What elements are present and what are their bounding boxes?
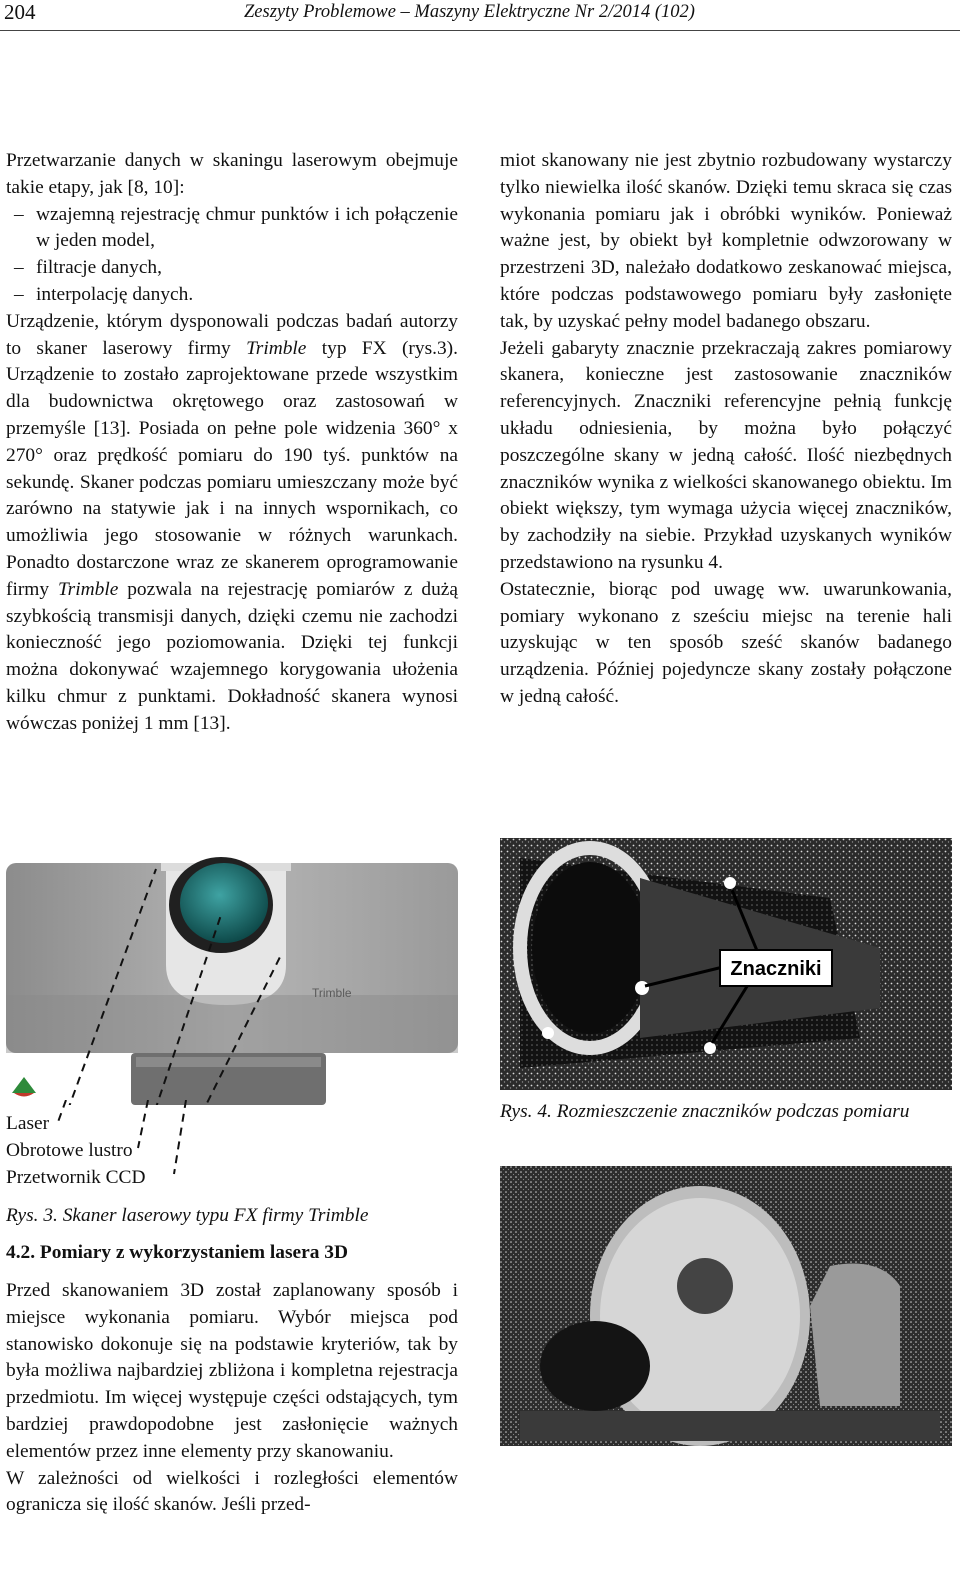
brand-name: Trimble — [57, 578, 119, 600]
figure-labels — [6, 1110, 146, 1191]
page-header — [0, 0, 960, 26]
paragraph: Ostatecznie, biorąc pod uwagę ww. uwarunkowania, pomiary wykonano z sześciu miejsc na terenie hali uzyskując w ten sposób sześć skanów badanego urządzenia. Później pojedyncze skany zostały połączone w jedną całość. — [500, 578, 952, 707]
paragraph: W zależności od wielkości i rozległości elementów ogranicza się ilość skanów. Jeśli przed- — [6, 1467, 458, 1516]
figure-3-caption: Rys. 3. Skaner laserowy typu FX firmy Trimble — [6, 1205, 369, 1226]
brand-name: Trimble — [246, 337, 307, 359]
scan-illustration — [500, 1166, 952, 1446]
scanner-illustration — [6, 845, 458, 1105]
list-item: – interpolację danych. — [6, 282, 458, 309]
label-ccd: Przetwornik CCD — [6, 1167, 146, 1188]
paragraph: Przed skanowaniem 3D został zaplanowany sposób i miejsce wykonania pomiaru. Wybór miejsca pod stanowisko dokonuje się na podstawie kryteriów, tak by była możliwa najbardziej zbliżona i kompletna rejestracja przedmiotu. Im więcej występuje części odstających, tym bardziej prawdopodobne jest zasłonięcie ważnych elementów przez inne elementy przy skanowaniu. — [6, 1280, 458, 1462]
left-column-text — [6, 148, 458, 738]
point-cloud-markers-image — [500, 838, 952, 1090]
section-text — [6, 1278, 458, 1519]
scanner-description-paragraph: Urządzenie, którym dysponowali podczas badań autorzy to skaner laserowy firmy Trimble typ FX (rys.3). Urządzenie to zostało zaprojektowane przede wszystkim dla budownictwa okrętowego oraz zastosowań w przemyśle [13]. Posiada on pełne pole widzenia 360° x 270° oraz prędkość pomiaru do 190 tyś. punktów na sekundę. Skaner podczas pomiaru umieszczany może być zarówno na statywie jak i na innych wspornikach, co umożliwia jego stosowanie w różnych warunkach. Ponadto dostarczone wraz ze skanerem oprogramowanie firmy Trimble pozwala na rejestrację pomiarów z dużą szybkością transmisji danych, dzięki czemu nie zachodzi konieczność jego poziomowania. Dzięki tej funkcji można dokonywać wzajemnego korygowania ułożenia kilku chmur z punktami. Dokładność skanera wynosi wówczas poniżej 1 mm [13]. — [6, 310, 458, 734]
intro-paragraph: Przetwarzanie danych w skaningu laserowym obejmuje takie etapy, jak [8, 10]: — [6, 150, 458, 198]
list-item: – filtracje danych, — [6, 255, 458, 282]
point-cloud-scan-image — [500, 1166, 952, 1446]
right-column-text — [500, 148, 952, 711]
header-rule — [0, 30, 960, 31]
point-cloud-illustration — [500, 838, 952, 1090]
label-mirror: Obrotowe lustro — [6, 1140, 133, 1161]
section-heading: 4.2. Pomiary z wykorzystaniem lasera 3D — [6, 1242, 348, 1263]
page-number: 204 — [4, 0, 36, 24]
journal-title: Zeszyty Problemowe – Maszyny Elektryczne Nr 2/2014 (102) — [244, 2, 695, 22]
label-laser: Laser — [6, 1113, 50, 1134]
list-item: – wzajemną rejestrację chmur punktów i ich połączenie w jeden model, — [6, 202, 458, 256]
scanner-photo — [6, 845, 458, 1105]
processing-steps-list — [6, 202, 458, 309]
paragraph: Jeżeli gabaryty znacznie przekraczają zakres pomiarowy skanera, konieczne jest zastosowanie znaczników referencyjnych. Znaczniki referencyjne pełnią funkcję układu odniesienia, by można było połączyć poszczególne skany w jedną całość. Ilość niezbędnych znaczników wynika z wielkości skanowanego obiektu. Im obiekt większy, tym wymaga użycia więcej znaczników, by zachodziły na siebie. Przykład uzyskanych wyników przedstawiono na rysunku 4. — [500, 337, 952, 573]
figure-4-caption: Rys. 4. Rozmieszczenie znaczników podczas pomiaru — [500, 1101, 910, 1122]
brand-mark: Trimble — [312, 986, 352, 1000]
markers-annotation: Znaczniki — [730, 958, 822, 980]
paragraph: miot skanowany nie jest zbytnio rozbudowany wystarczy tylko niewielka ilość skanów. Dzięki temu skraca się czas wykonania pomiaru jak i obróbki wyników. Ponieważ ważne jest, by obiekt był kompletnie odwzorowany w przestrzeni 3D, należało dodatkowo zeskanować miejsca, które podczas podstawowego pomiaru były zasłonięte tak, by uzyskać pełny model badanego obszaru. — [500, 150, 952, 332]
